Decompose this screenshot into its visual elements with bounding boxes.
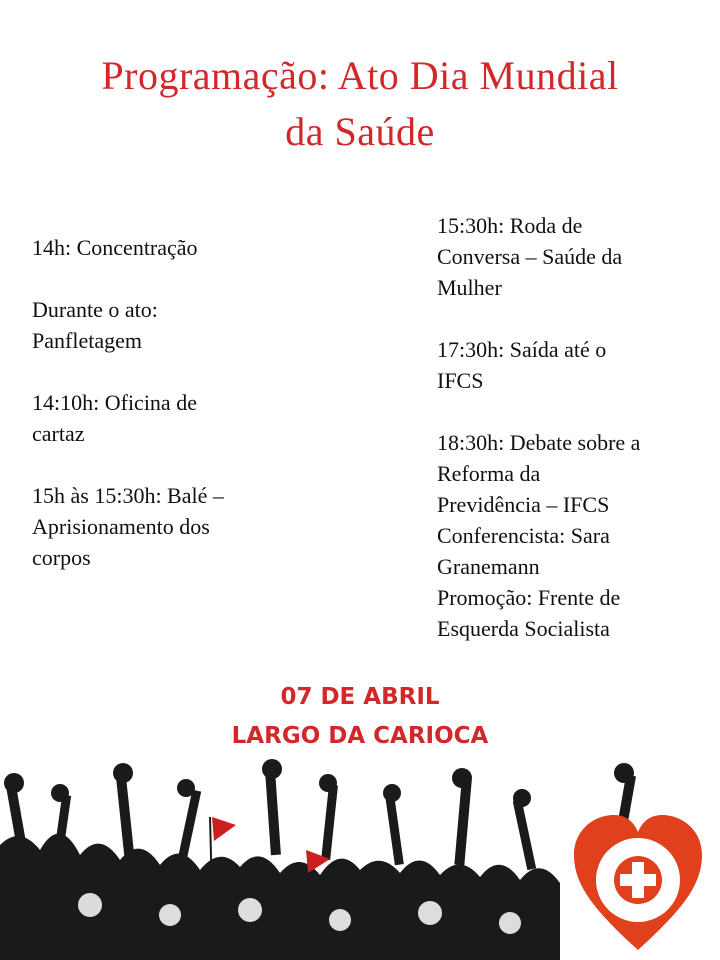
schedule-item: 14:10h: Oficina de cartaz xyxy=(32,390,197,446)
schedule-item: 17:30h: Saída até o IFCS xyxy=(437,337,607,393)
page-title xyxy=(0,48,720,160)
schedule-item: 18:30h: Debate sobre a Reforma da Previdência – IFCS Conferencista: Sara Granemann Promoção: Frente de Esquerda Socialista xyxy=(437,430,641,641)
event-place: LARGO DA CARIOCA xyxy=(231,723,489,749)
schedule-item: 14h: Concentração xyxy=(32,235,198,260)
event-date: 07 DE ABRIL xyxy=(280,684,440,710)
schedule-item: 15h às 15:30h: Balé – Aprisionamento dos corpos xyxy=(32,483,224,570)
title-line-1: Programação: Ato Dia Mundial xyxy=(101,53,619,98)
schedule-item: Durante o ato: Panfletagem xyxy=(32,297,158,353)
schedule-right-column xyxy=(437,210,707,675)
schedule-item: 15:30h: Roda de Conversa – Saúde da Mulher xyxy=(437,213,623,300)
title-line-2: da Saúde xyxy=(285,109,435,154)
forum-saude-logo xyxy=(574,810,702,955)
schedule-left-column xyxy=(32,232,302,604)
